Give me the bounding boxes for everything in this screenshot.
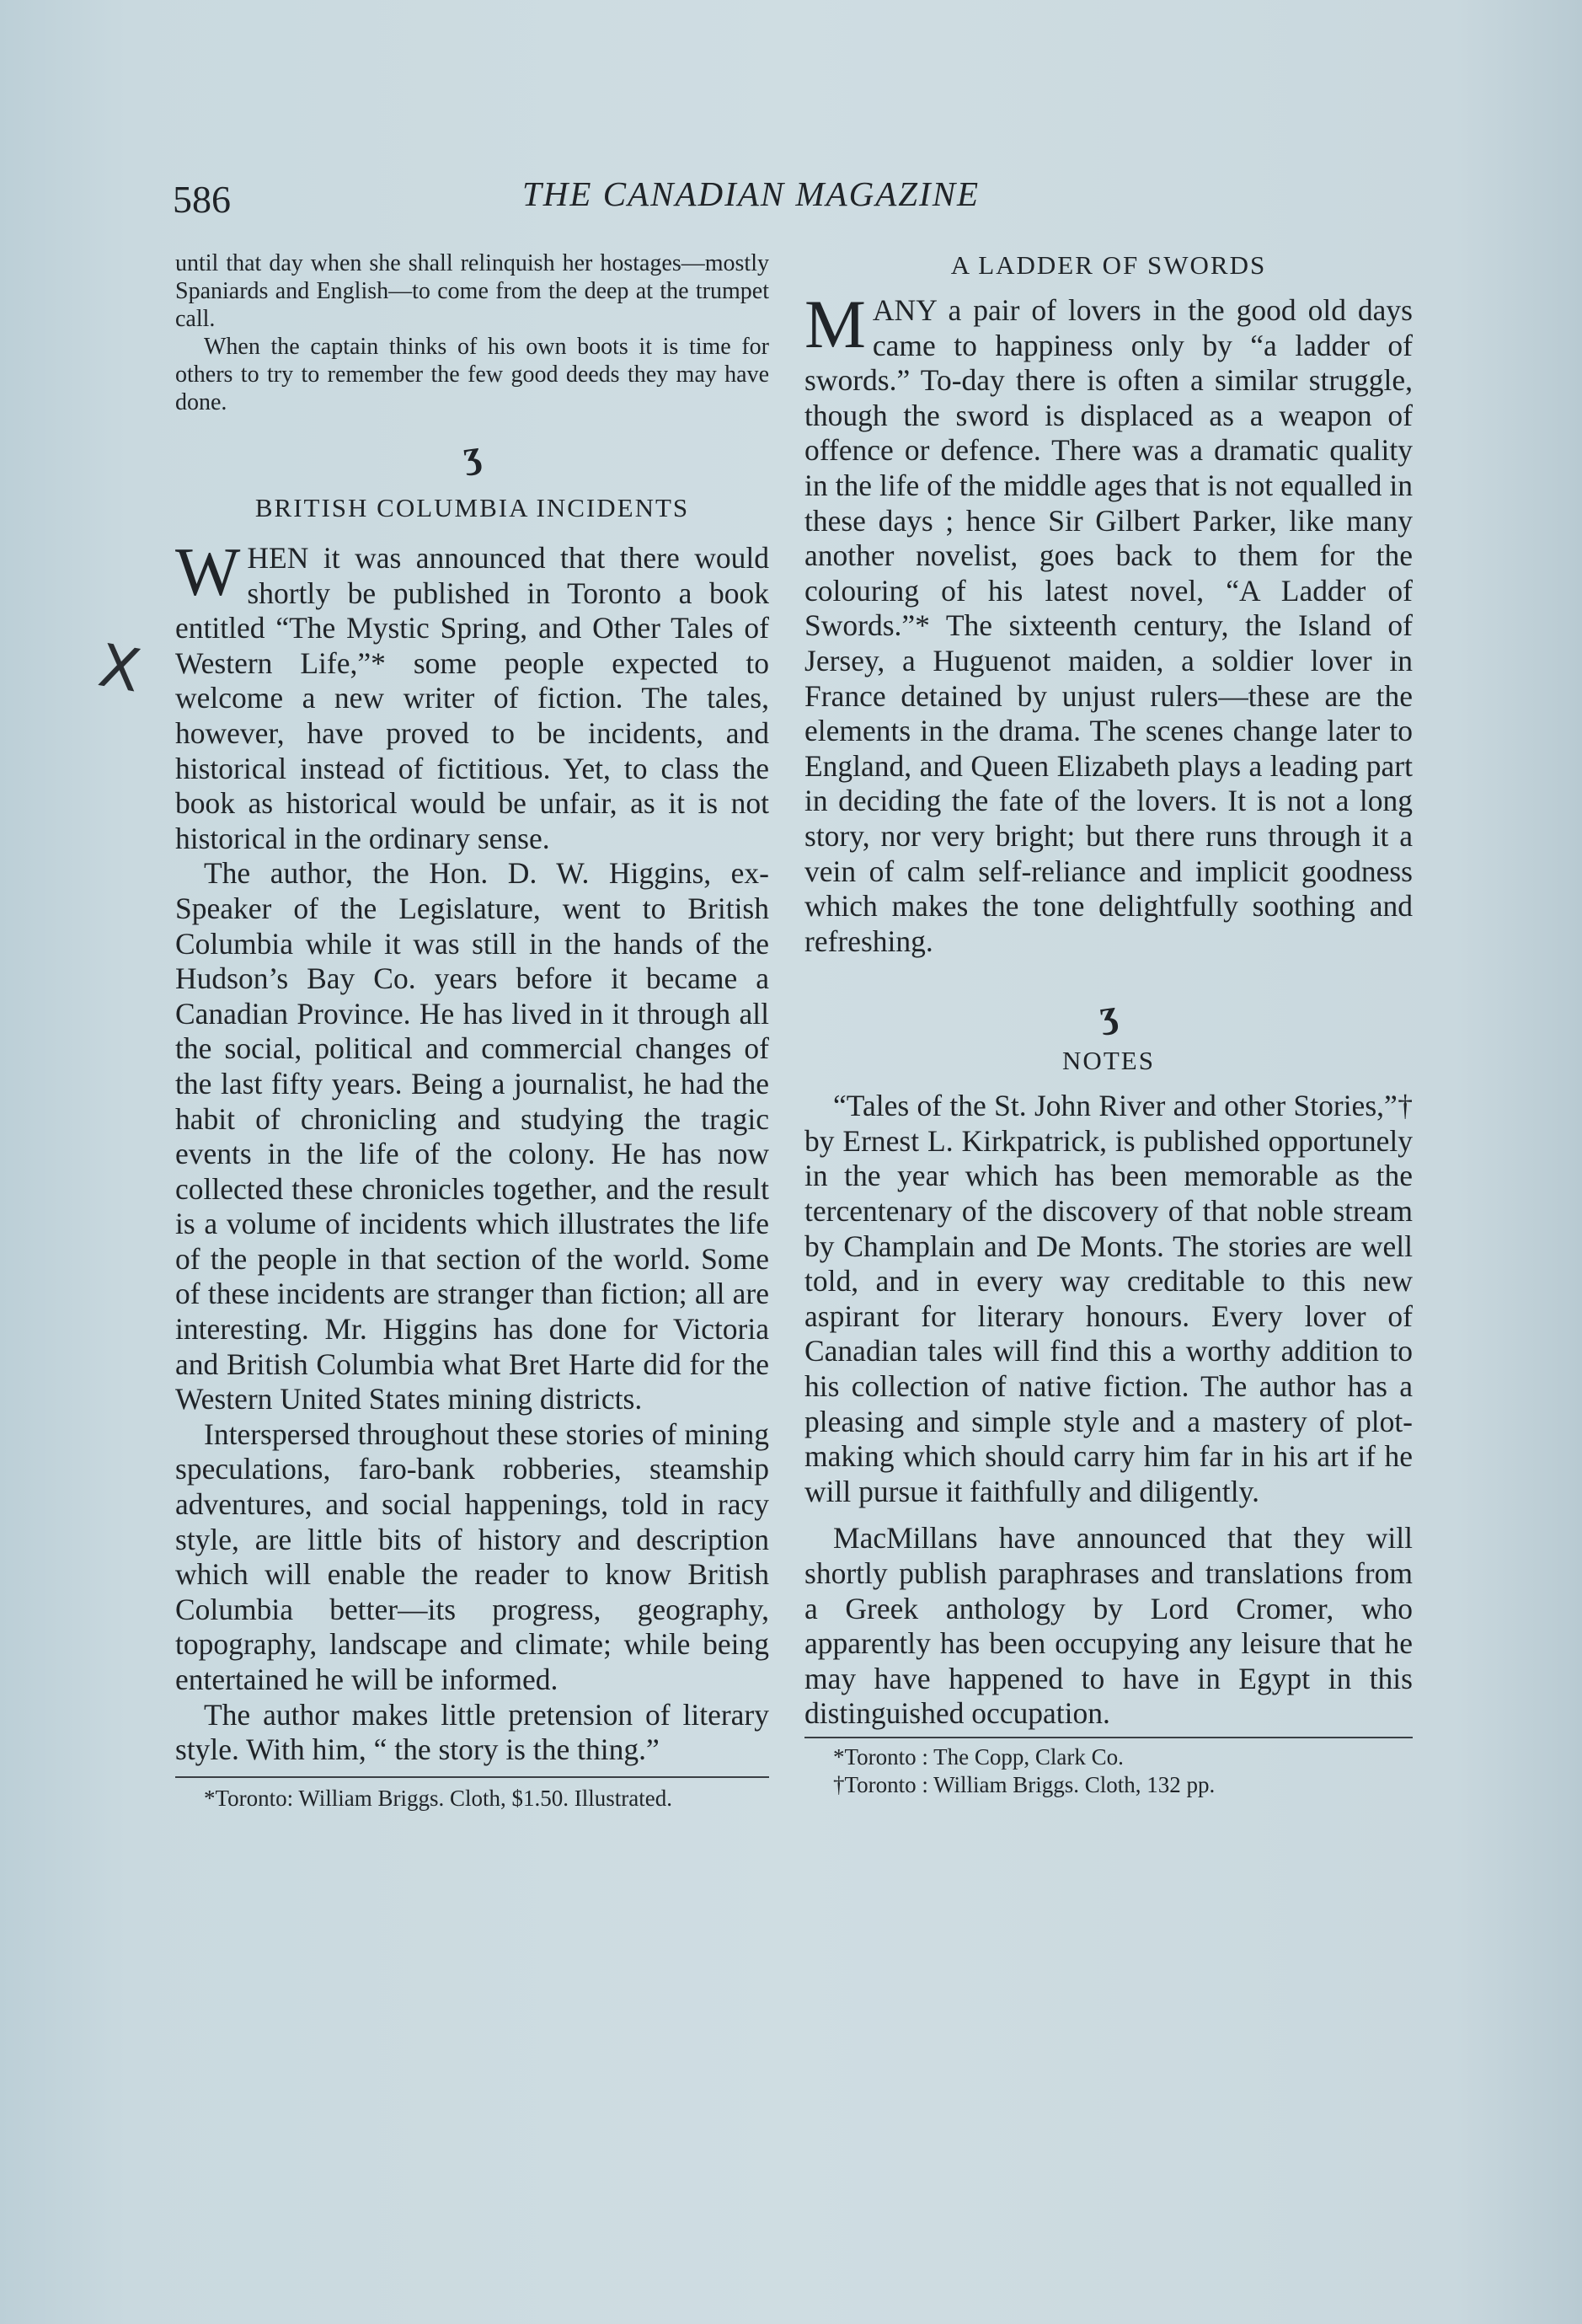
footnote: *Toronto: William Briggs. Cloth, $1.50. Illustrated. [204, 1785, 672, 1811]
left-column [175, 249, 769, 1813]
drop-cap: M [804, 286, 866, 362]
article-paragraph [804, 286, 1413, 959]
article-paragraph: The author, the Hon. D. W. Higgins, ex-Speaker of the Legislature, went to British Columbia while it was still in the hands of the Hudson’s Bay Co. years before it became a Canadian Province. He has lived in it through all the social, political and commercial changes of the last fifty years. Being a journalist, he had the habit of chronicling and studying the tragic events in the life of the colony. He has now collected these chronicles together, and the result is a volume of incidents which illustrates the life of the people in that section of the world. Some of these incidents are stranger than fiction; all are interesting. Mr. Higgins has done for Victoria and British Columbia what Bret Harte did for the Western United States mining districts. [175, 856, 769, 1416]
continuation-text-2: When the captain thinks of his own boots it is time for others to try to remember the few good deeds they may have done. [175, 334, 769, 415]
notes-paragraph: MacMillans have announced that they will shortly publish paraphrases and translations from a Greek anthology by Lord Cromer, who apparently has been occupying any leisure that he may have happened to have in Egypt in this distinguished occupation. [804, 1521, 1413, 1731]
continuation-text: until that day when she shall relinquish her hostages—mostly Spaniards and English—to come from the deep at the trumpet call. [175, 250, 769, 332]
notes-paragraph: “Tales of the St. John River and other Stories,”† by Ernest L. Kirkpatrick, is published opportunely in the year which has been memorable as the tercentenary of the discovery of that noble stream by Champlain and De Monts. The stories are well told, and in every way creditable to this new aspirant for literary honours. Every lover of Canadian tales will find this a worthy addition to his collection of native fiction. The author has a pleasing and simple style and a mastery of plot-making which should carry him far in his art if he will pursue it faithfully and diligently. [804, 1089, 1413, 1508]
section-ornament-icon: ʒ [1096, 991, 1120, 1036]
footnote: †Toronto : William Briggs. Cloth, 132 pp. [833, 1771, 1216, 1797]
section-title-notes: NOTES [1062, 1046, 1155, 1076]
footnote: *Toronto : The Copp, Clark Co. [833, 1743, 1124, 1770]
article-paragraph: The author makes little pretension of literary style. With him, “ the story is the thing.” [175, 1697, 769, 1767]
section-title-british-columbia: BRITISH COLUMBIA INCIDENTS [254, 493, 690, 522]
right-column [804, 249, 1413, 1799]
handwritten-margin-mark: X [94, 630, 146, 706]
page-number: 586 [173, 178, 231, 221]
drop-cap: W [175, 533, 241, 610]
paragraph-text: ANY a pair of lovers in the good old days came to happiness only by “a ladder of swords.” To-day there is often a similar struggle, though the sword is displaced as a weapon of offence or defence. There was a dramatic quality in the life of the middle ages that is not equalled in these days ; hence Sir Gilbert Parker, like many another novelist, goes back to them for the colouring of his latest novel, “A Ladder of Swords.”* The sixteenth century, the Island of Jersey, a Huguenot maiden, a soldier lover in France detained by unjust rulers—these are the elements in the drama. The scenes change later to England, and Queen Elizabeth plays a leading part in deciding the fate of the lovers. It is not a long story, nor very bright; but there runs through it a vein of calm self-reliance and implicit goodness which makes the tone delightfully soothing and refreshing. [804, 293, 1413, 958]
section-title-ladder-of-swords: A LADDER OF SWORDS [950, 250, 1267, 280]
running-head: THE CANADIAN MAGAZINE [522, 174, 981, 213]
paragraph-text: HEN it was announced that there would shortly be published in Toronto a book entitled “The Mystic Spring, and Other Tales of Western Life,”* some people expected to welcome a new writer of fiction. The tales, however, have proved to be incidents, and historical instead of fictitious. Yet, to class the book as historical would be unfair, as it is not historical in the ordinary sense. [175, 541, 769, 855]
article-paragraph: Interspersed throughout these stories of mining speculations, faro-bank robberies, steamship adventures, and social happenings, told in racy style, are little bits of history and description which will enable the reader to know British Columbia better—its progress, geography, topography, landscape and climate; while being entertained he will be informed. [175, 1416, 769, 1696]
section-ornament-icon: ʒ [460, 431, 484, 477]
article-paragraph [175, 533, 769, 856]
